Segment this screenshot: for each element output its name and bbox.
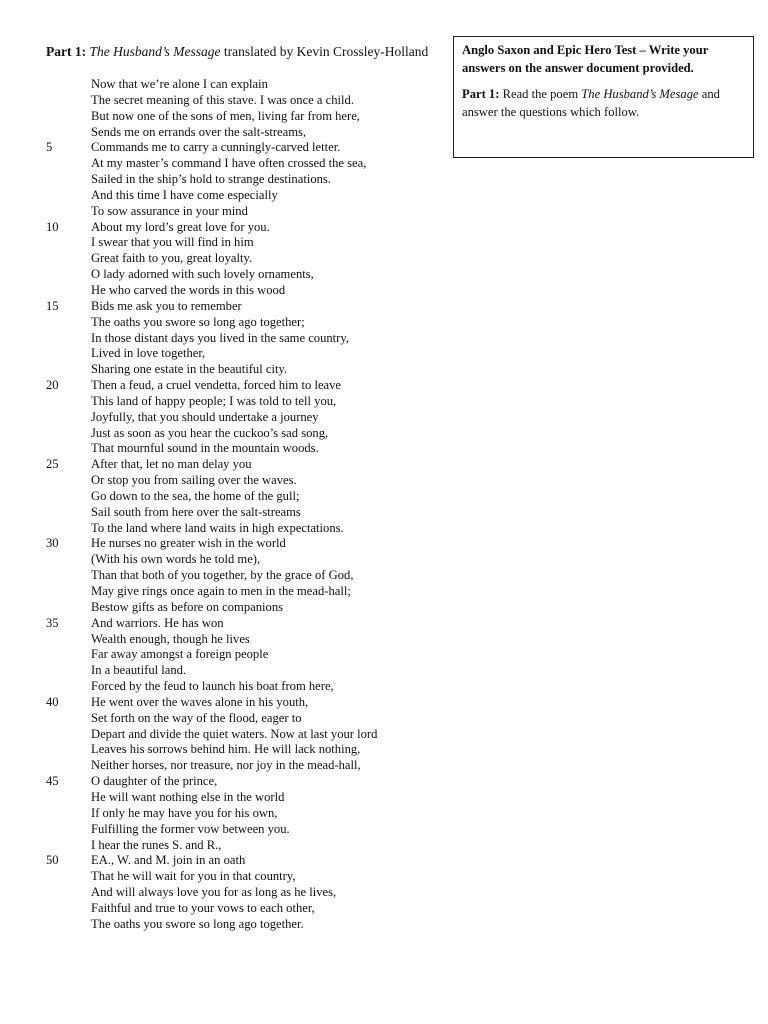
instructions-text-after: and answer the questions which follow.: [462, 87, 720, 119]
line-text: I swear that you will find in him: [91, 235, 254, 250]
poem-line: [46, 346, 446, 362]
line-text: Leaves his sorrows behind him. He will lack nothing,: [91, 742, 361, 757]
poem-line: [46, 125, 446, 141]
line-text: That mournful sound in the mountain woods.: [91, 441, 319, 456]
line-text: And this time I have come especially: [91, 187, 278, 202]
poem-line: [46, 584, 446, 600]
poem-line: [46, 521, 446, 537]
line-number: 5: [46, 140, 53, 155]
instructions-part-label: Part 1:: [462, 87, 500, 101]
poem-line: [46, 362, 446, 378]
line-text: Wealth enough, though he lives: [91, 631, 250, 646]
poem-line: [46, 188, 446, 204]
poem-line: [46, 394, 446, 410]
poem-line: [46, 853, 446, 869]
poem-line: [46, 536, 446, 552]
line-text: That he will wait for you in that country,: [91, 869, 296, 884]
line-text: Depart and divide the quiet waters. Now at last your lord: [91, 726, 378, 741]
line-number: 10: [46, 219, 59, 234]
line-text: Neither horses, nor treasure, nor joy in the mead-hall,: [91, 758, 361, 773]
line-text: Or stop you from sailing over the waves.: [91, 473, 297, 488]
poem-line: [46, 267, 446, 283]
line-text: Sends me on errands over the salt-streams,: [91, 124, 307, 139]
line-text: In those distant days you lived in the same country,: [91, 330, 350, 345]
poem-line: [46, 410, 446, 426]
line-text: Forced by the feud to launch his boat from here,: [91, 679, 334, 694]
line-text: Sharing one estate in the beautiful city.: [91, 362, 288, 377]
line-text: At my master’s command I have often crossed the sea,: [91, 156, 367, 171]
line-number: 15: [46, 298, 59, 313]
poem-line: [46, 869, 446, 885]
poem-line: [46, 426, 446, 442]
line-text: O daughter of the prince,: [91, 774, 218, 789]
poem-line: [46, 315, 446, 331]
poem-line: [46, 616, 446, 632]
line-text: Than that both of you together, by the grace of God,: [91, 568, 354, 583]
line-number: 30: [46, 536, 59, 551]
line-text: Far away amongst a foreign people: [91, 647, 269, 662]
poem-line: [46, 77, 446, 93]
instructions-text: [462, 85, 745, 121]
heading-translator: translated by Kevin Crossley-Holland: [223, 44, 429, 59]
instructions-box: [453, 36, 754, 158]
line-number: 40: [46, 694, 59, 709]
poem-line: [46, 838, 446, 854]
instructions-title: Anglo Saxon and Epic Hero Test – Write your answers on the answer document provided.: [462, 43, 709, 75]
poem-line: [46, 220, 446, 236]
poem-line: [46, 441, 446, 457]
line-text: Go down to the sea, the home of the gull;: [91, 488, 300, 503]
line-text: The oaths you swore so long ago together.: [91, 916, 304, 931]
line-text: The oaths you swore so long ago together;: [91, 314, 305, 329]
line-text: To sow assurance in your mind: [91, 203, 248, 218]
instructions-poem-title: The Husband’s Mesage: [581, 87, 699, 101]
poem-line: [46, 505, 446, 521]
poem-line: [46, 758, 446, 774]
line-text: Sailed in the ship’s hold to strange destinations.: [91, 172, 331, 187]
line-number: 25: [46, 457, 59, 472]
heading-poem-title: The Husband’s Message: [89, 44, 221, 59]
line-number: 50: [46, 853, 59, 868]
line-text: Great faith to you, great loyalty.: [91, 251, 253, 266]
poem-line: [46, 140, 446, 156]
line-text: He who carved the words in this wood: [91, 282, 286, 297]
line-text: Lived in love together,: [91, 346, 206, 361]
poem-line: [46, 600, 446, 616]
poem-line: [46, 885, 446, 901]
poem-line: [46, 283, 446, 299]
line-text: Then a feud, a cruel vendetta, forced him to leave: [91, 378, 342, 393]
line-text: Bestow gifts as before on companions: [91, 599, 284, 614]
poem-line: [46, 727, 446, 743]
line-text: In a beautiful land.: [91, 663, 187, 678]
poem-line: [46, 647, 446, 663]
poem-line: [46, 552, 446, 568]
line-text: EA., W. and M. join in an oath: [91, 853, 246, 868]
line-text: O lady adorned with such lovely ornaments,: [91, 267, 314, 282]
poem-line: [46, 299, 446, 315]
poem-line: [46, 457, 446, 473]
line-text: May give rings once again to men in the mead-hall;: [91, 584, 351, 598]
line-text: To the land where land waits in high expectations.: [91, 520, 344, 535]
poem-line: [46, 93, 446, 109]
line-text: Faithful and true to your vows to each other,: [91, 900, 315, 915]
poem-line: [46, 901, 446, 917]
poem-line: [46, 790, 446, 806]
line-text: After that, let no man delay you: [91, 457, 252, 472]
line-text: Commands me to carry a cunningly-carved letter.: [91, 140, 341, 155]
poem-line: [46, 679, 446, 695]
line-text: About my lord’s great love for you.: [91, 219, 270, 234]
poem-line: [46, 742, 446, 758]
instructions-text-before: Read the poem: [502, 87, 579, 101]
line-number: 20: [46, 378, 59, 393]
line-text: If only he may have you for his own,: [91, 805, 278, 820]
poem-line: [46, 204, 446, 220]
line-text: Now that we’re alone I can explain: [91, 77, 268, 91]
poem-line: [46, 917, 446, 933]
line-text: But now one of the sons of men, living far from here,: [91, 108, 360, 123]
line-text: The secret meaning of this stave. I was once a child.: [91, 92, 354, 107]
poem-line: [46, 109, 446, 125]
line-text: Sail south from here over the salt-streams: [91, 504, 301, 519]
poem-line: [46, 663, 446, 679]
poem-line: [46, 156, 446, 172]
line-text: Bids me ask you to remember: [91, 298, 242, 313]
poem-line: [46, 489, 446, 505]
poem-line: [46, 774, 446, 790]
poem-line: [46, 235, 446, 251]
line-number: 45: [46, 774, 59, 789]
line-text: Set forth on the way of the flood, eager to: [91, 710, 302, 725]
poem-line: [46, 473, 446, 489]
line-text: Joyfully, that you should undertake a journey: [91, 409, 319, 424]
line-text: He will want nothing else in the world: [91, 789, 285, 804]
heading-part-label: Part 1:: [46, 44, 87, 59]
line-text: This land of happy people; I was told to tell you,: [91, 393, 337, 408]
poem-line: [46, 822, 446, 838]
line-text: Fulfilling the former vow between you.: [91, 821, 290, 836]
poem-line: [46, 568, 446, 584]
poem-line: [46, 331, 446, 347]
poem-line: [46, 172, 446, 188]
page-heading: [46, 43, 428, 61]
line-text: I hear the runes S. and R.,: [91, 837, 222, 852]
poem-line: [46, 695, 446, 711]
poem-line: [46, 378, 446, 394]
line-text: And will always love you for as long as he lives,: [91, 885, 337, 900]
line-text: (With his own words he told me),: [91, 552, 261, 567]
line-text: Just as soon as you hear the cuckoo’s sad song,: [91, 425, 329, 440]
line-text: And warriors. He has won: [91, 615, 224, 630]
poem-line: [46, 251, 446, 267]
poem-body: [46, 77, 446, 933]
poem-line: [46, 632, 446, 648]
line-text: He nurses no greater wish in the world: [91, 536, 286, 551]
poem-line: [46, 806, 446, 822]
line-text: He went over the waves alone in his youth,: [91, 694, 309, 709]
line-number: 35: [46, 615, 59, 630]
poem-line: [46, 711, 446, 727]
